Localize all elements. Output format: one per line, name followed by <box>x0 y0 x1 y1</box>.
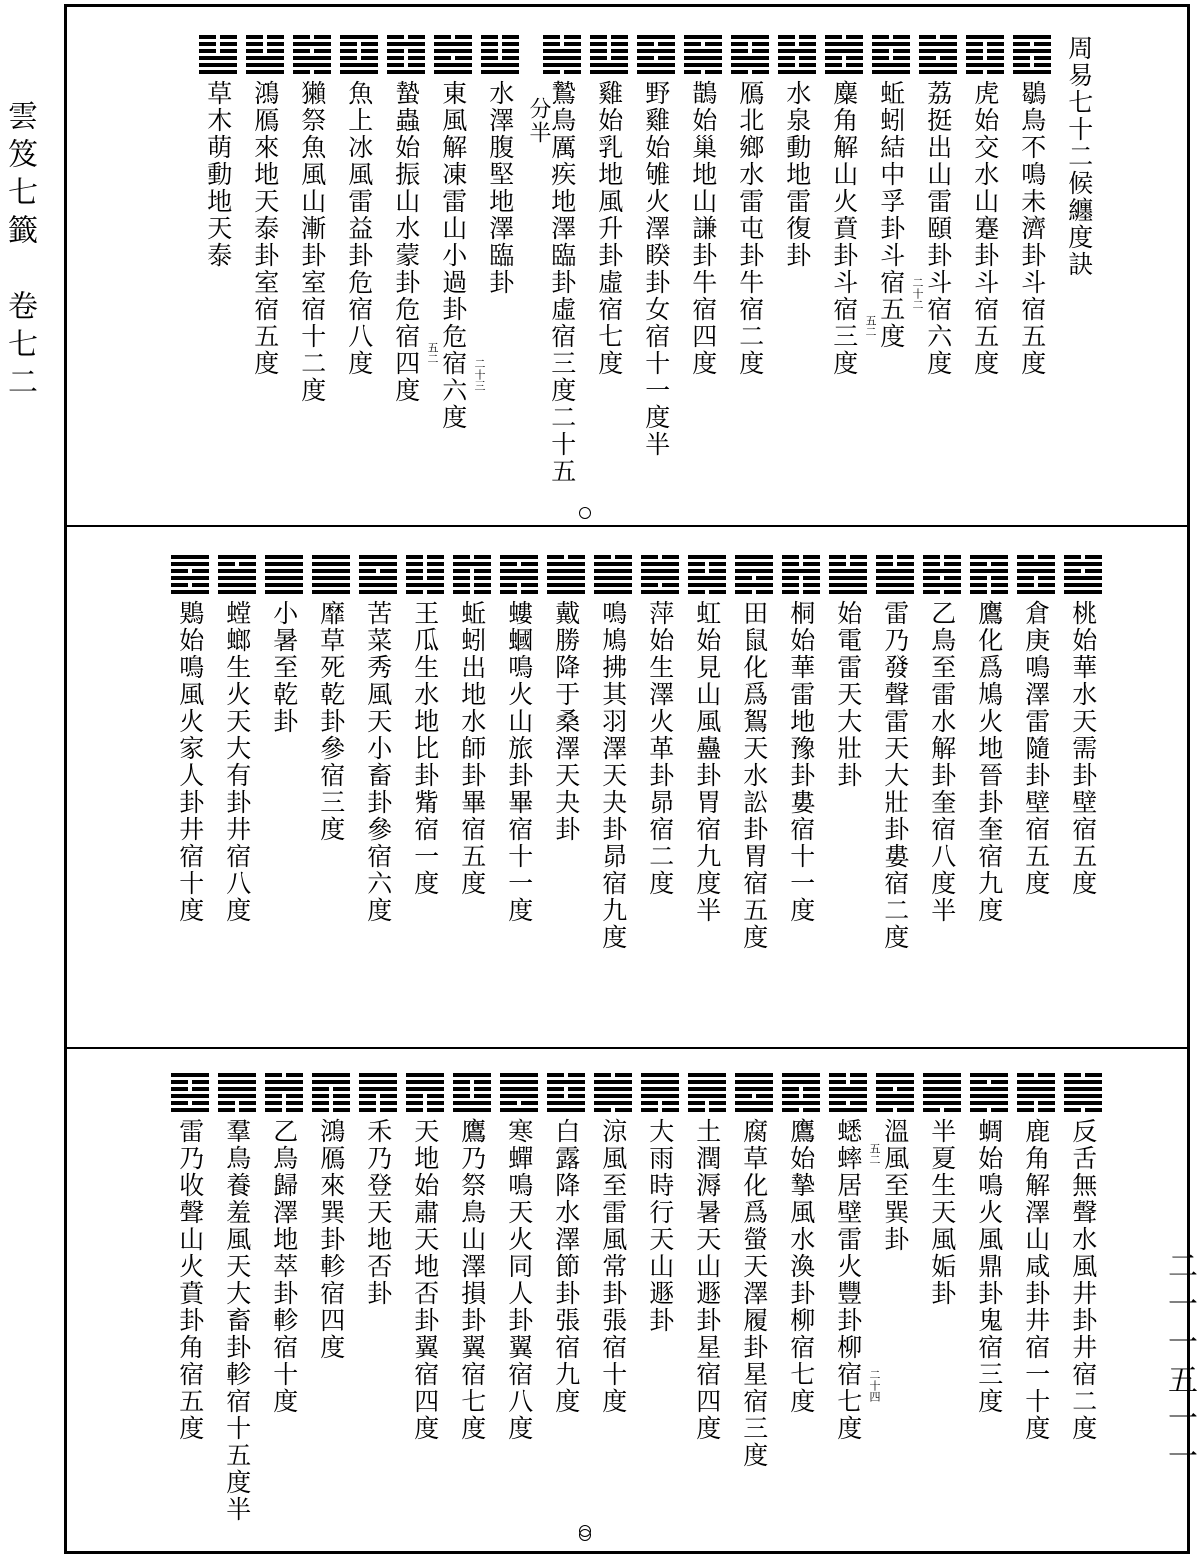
entry-column <box>734 555 774 951</box>
hexagram-icon <box>594 1073 632 1112</box>
entry-text: 魚上冰風雷益卦危宿八度 <box>344 80 374 377</box>
entry-column <box>875 555 915 951</box>
entry-text: 天地始肅天地否卦翼宿四度 <box>410 1118 440 1442</box>
entry-text: 鷹化爲鳩火地晉卦奎宿九度 <box>974 600 1004 924</box>
entry-column <box>499 1073 539 1442</box>
hexagram-icon <box>453 555 491 594</box>
entry-column <box>546 1073 586 1415</box>
entry-text: 反舌無聲水風井卦井宿二度 <box>1068 1118 1098 1442</box>
entry-column <box>358 555 398 924</box>
entry-text: 鵲始巢地山謙卦牛宿四度 <box>688 80 718 377</box>
hexagram-icon <box>970 555 1008 594</box>
entry-column <box>1016 555 1056 897</box>
entry-column <box>339 35 379 377</box>
entry-column <box>683 35 723 377</box>
margin-page-number: 二一一五一一 <box>1162 1250 1197 1478</box>
hexagram-icon <box>218 555 256 594</box>
entry-text: 涼風至雷風常卦張宿十度 <box>598 1118 628 1415</box>
margin-book-title: 雲笈七籤 卷七二 <box>2 100 37 404</box>
hexagram-icon <box>406 1073 444 1112</box>
entry-text: 鴻鴈來巽卦軫宿四度 <box>316 1118 346 1361</box>
small-note: 五二 <box>864 315 877 337</box>
entry-column <box>499 555 539 924</box>
entry-text: 寒蟬鳴天火同人卦翼宿八度 <box>504 1118 534 1442</box>
entry-column <box>264 1073 304 1415</box>
hexagram-icon <box>293 35 331 74</box>
entry-column <box>292 35 332 404</box>
entry-text: 桃始華水天需卦壁宿五度 <box>1068 600 1098 897</box>
entry-text: 桐始華雷地豫卦婁宿十一度 <box>786 600 816 924</box>
entry-text: 鴻鴈來地天泰卦室宿五度 <box>250 80 280 377</box>
entry-text: 鷹乃祭鳥山澤損卦翼宿七度 <box>457 1118 487 1442</box>
entry-column <box>781 555 821 924</box>
entry-column <box>640 1073 680 1334</box>
entry-text: 田鼠化爲鴽天水訟卦胃宿五度 <box>739 600 769 951</box>
entry-column <box>824 35 877 377</box>
entry-column <box>965 35 1005 377</box>
hexagram-icon <box>171 1073 209 1112</box>
entry-text: 蟋蟀居壁雷火豐卦柳宿七度 <box>833 1118 863 1442</box>
entry-column <box>640 555 680 897</box>
entry-column <box>969 1073 1009 1415</box>
hexagram-icon <box>825 35 863 74</box>
hexagram-icon <box>876 555 914 594</box>
entry-text: 鳴鳩拂其羽澤天夬卦昴宿九度 <box>598 600 628 951</box>
entry-text: 野雞始雊火澤睽卦女宿十一度半 <box>641 80 671 458</box>
hexagram-icon <box>688 555 726 594</box>
entry-column <box>217 555 257 924</box>
entry-column <box>245 35 285 377</box>
hexagram-icon <box>688 1073 726 1112</box>
entry-text: 鶡鳥不鳴未濟卦斗宿五度 <box>1017 80 1047 377</box>
hexagram-icon <box>406 555 444 594</box>
entry-column <box>828 555 868 789</box>
hexagram-icon <box>340 35 378 74</box>
entry-text: 雷乃收聲山火賁卦角宿五度 <box>175 1118 205 1442</box>
entry-text: 王瓜生水地比卦觜宿一度 <box>410 600 440 897</box>
entry-text: 禾乃登天地否卦 <box>363 1118 393 1307</box>
hexagram-icon <box>1013 35 1051 74</box>
entry-text: 鶪始鳴風火家人卦井宿十度 <box>175 600 205 924</box>
hexagram-icon <box>199 35 237 74</box>
entry-text: 東風解凍雷山小過卦危宿六度 <box>438 80 468 431</box>
entry-column <box>217 1073 257 1523</box>
hexagram-icon <box>547 1073 585 1112</box>
entry-column <box>636 35 676 458</box>
entry-text: 乙鳥至雷水解卦奎宿八度半 <box>927 600 957 924</box>
entry-column <box>593 1073 633 1415</box>
entry-column <box>687 1073 727 1442</box>
entry-text: 蜩始鳴火風鼎卦鬼宿三度 <box>974 1118 1004 1415</box>
hexagram-icon <box>434 35 472 74</box>
entry-text: 草木萌動地天泰 <box>203 80 233 269</box>
entry-column <box>311 555 351 843</box>
hexagram-icon <box>782 1073 820 1112</box>
entry-column <box>871 35 924 350</box>
entry-column <box>969 555 1009 924</box>
hexagram-icon <box>923 555 961 594</box>
entry-text: 鴈北鄉水雷屯卦牛宿二度 <box>735 80 765 377</box>
entry-text: 倉庚鳴澤雷隨卦壁宿五度 <box>1021 600 1051 897</box>
entry-text: 萍始生澤火革卦昴宿二度 <box>645 600 675 897</box>
hexagram-icon <box>641 555 679 594</box>
entry-text: 溫風至巽卦 <box>880 1118 910 1253</box>
entry-text: 白露降水澤節卦張宿九度 <box>551 1118 581 1415</box>
entry-text: 水泉動地雷復卦 <box>782 80 812 269</box>
hexagram-icon <box>547 555 585 594</box>
hexagram-icon <box>265 555 303 594</box>
hexagram-icon <box>387 35 425 74</box>
panel-bottom <box>67 1049 1187 1551</box>
hexagram-icon <box>641 1073 679 1112</box>
hexagram-icon <box>590 35 628 74</box>
hexagram-icon <box>312 555 350 594</box>
entry-text: 獺祭魚風山漸卦室宿十二度 <box>297 80 327 404</box>
circle-mark <box>579 1529 591 1541</box>
hexagram-icon <box>778 35 816 74</box>
entry-text: 腐草化爲螢天澤履卦星宿三度 <box>739 1118 769 1469</box>
hexagram-icon <box>1017 1073 1055 1112</box>
entry-text: 雷乃發聲雷天大壯卦婁宿二度 <box>880 600 910 951</box>
hexagram-icon <box>966 35 1004 74</box>
small-note: 二十三 <box>473 358 486 391</box>
small-note: 五二 <box>868 1143 881 1165</box>
entry-text: 蚯蚓出地水師卦畢宿五度 <box>457 600 487 897</box>
entry-column <box>170 1073 210 1442</box>
entry-column <box>452 555 492 897</box>
hexagram-icon <box>481 35 519 74</box>
entry-column <box>1012 35 1052 377</box>
hexagram-icon <box>731 35 769 74</box>
entry-column <box>918 35 958 377</box>
entry-column <box>922 1073 962 1307</box>
entry-column <box>405 1073 445 1442</box>
circle-mark <box>579 507 591 519</box>
entry-text: 鷙鳥厲疾地澤臨卦虛宿三度二十五 <box>547 80 577 485</box>
hexagram-icon <box>872 35 910 74</box>
hexagram-icon <box>543 35 581 74</box>
hexagram-icon <box>970 1073 1008 1112</box>
entry-column <box>730 35 770 377</box>
entry-column <box>546 555 586 843</box>
entry-column <box>452 1073 492 1442</box>
hexagram-icon <box>171 555 209 594</box>
fen-ban-note: 分半 <box>526 97 551 145</box>
entry-text: 羣鳥養羞風天大畜卦軫宿十五度半 <box>222 1118 252 1523</box>
hexagram-icon <box>919 35 957 74</box>
entry-text: 小暑至乾卦 <box>269 600 299 735</box>
entry-text: 戴勝降于桑澤天夬卦 <box>551 600 581 843</box>
title-column <box>1059 35 1099 278</box>
entry-text: 大雨時行天山遯卦 <box>645 1118 675 1334</box>
entry-text: 蚯蚓結中孚卦斗宿五度 <box>876 80 906 350</box>
hexagram-icon <box>359 1073 397 1112</box>
entry-column <box>589 35 629 377</box>
entry-column <box>170 555 210 924</box>
entry-column <box>405 555 445 897</box>
entry-column <box>198 35 238 269</box>
entry-text: 鹿角解澤山咸卦井宿一十度 <box>1021 1118 1051 1442</box>
entry-column <box>311 1073 351 1361</box>
hexagram-icon <box>500 555 538 594</box>
entry-column <box>781 1073 821 1415</box>
entry-column <box>480 35 520 296</box>
hexagram-icon <box>735 1073 773 1112</box>
hexagram-icon <box>1064 555 1102 594</box>
entry-text: 土潤溽暑天山遯卦星宿四度 <box>692 1118 722 1442</box>
entry-text: 苦菜秀風天小畜卦參宿六度 <box>363 600 393 924</box>
hexagram-icon <box>453 1073 491 1112</box>
small-note: 五二 <box>426 342 439 364</box>
hexagram-icon <box>829 555 867 594</box>
entry-text: 始電雷天大壯卦 <box>833 600 863 789</box>
page-frame <box>64 4 1190 1554</box>
entry-text: 荔挺出山雷頤卦斗宿六度 <box>923 80 953 377</box>
hexagram-icon <box>782 555 820 594</box>
entry-text: 水澤腹堅地澤臨卦 <box>485 80 515 296</box>
entry-text: 蟄蟲始振山水蒙卦危宿四度 <box>391 80 421 404</box>
hexagram-icon <box>265 1073 303 1112</box>
hexagram-icon <box>359 555 397 594</box>
entry-column <box>922 555 962 924</box>
entry-column <box>1063 1073 1103 1442</box>
entry-text: 靡草死乾卦參宿三度 <box>316 600 346 843</box>
hexagram-icon <box>923 1073 961 1112</box>
entry-column <box>264 555 304 735</box>
entry-text: 麋角解山火賁卦斗宿三度 <box>829 80 859 377</box>
hexagram-icon <box>312 1073 350 1112</box>
hexagram-icon <box>594 555 632 594</box>
hexagram-icon <box>500 1073 538 1112</box>
entry-column <box>777 35 817 269</box>
entry-text: 螻蟈鳴火山旅卦畢宿十一度 <box>504 600 534 924</box>
panel-top <box>67 7 1187 527</box>
entry-column <box>593 555 633 951</box>
entry-column <box>828 1073 881 1442</box>
panel-middle <box>67 527 1187 1049</box>
hexagram-icon <box>1064 1073 1102 1112</box>
entry-text: 虎始交水山蹇卦斗宿五度 <box>970 80 1000 377</box>
hexagram-icon <box>637 35 675 74</box>
entry-text: 虹始見山風蠱卦胃宿九度半 <box>692 600 722 924</box>
entry-text: 鷹始摯風水渙卦柳宿七度 <box>786 1118 816 1415</box>
entry-text: 螳螂生火天大有卦井宿八度 <box>222 600 252 924</box>
entry-text: 半夏生天風姤卦 <box>927 1118 957 1307</box>
hexagram-icon <box>684 35 722 74</box>
small-note: 二十四 <box>868 1369 881 1402</box>
hexagram-icon <box>829 1073 867 1112</box>
hexagram-icon <box>735 555 773 594</box>
entry-column <box>386 35 439 404</box>
hexagram-icon <box>246 35 284 74</box>
entry-column <box>433 35 486 431</box>
document-title: 周易七十二候纏度訣 <box>1064 35 1094 278</box>
entry-column <box>1063 555 1103 897</box>
small-note: 二十二 <box>911 277 924 310</box>
entry-column <box>734 1073 774 1469</box>
entry-column <box>358 1073 398 1307</box>
entry-column <box>1016 1073 1056 1442</box>
entry-text: 乙鳥歸澤地萃卦軫宿十度 <box>269 1118 299 1415</box>
hexagram-icon <box>218 1073 256 1112</box>
hexagram-icon <box>876 1073 914 1112</box>
hexagram-icon <box>1017 555 1055 594</box>
entry-text: 雞始乳地風升卦虛宿七度 <box>594 80 624 377</box>
entry-column <box>687 555 727 924</box>
